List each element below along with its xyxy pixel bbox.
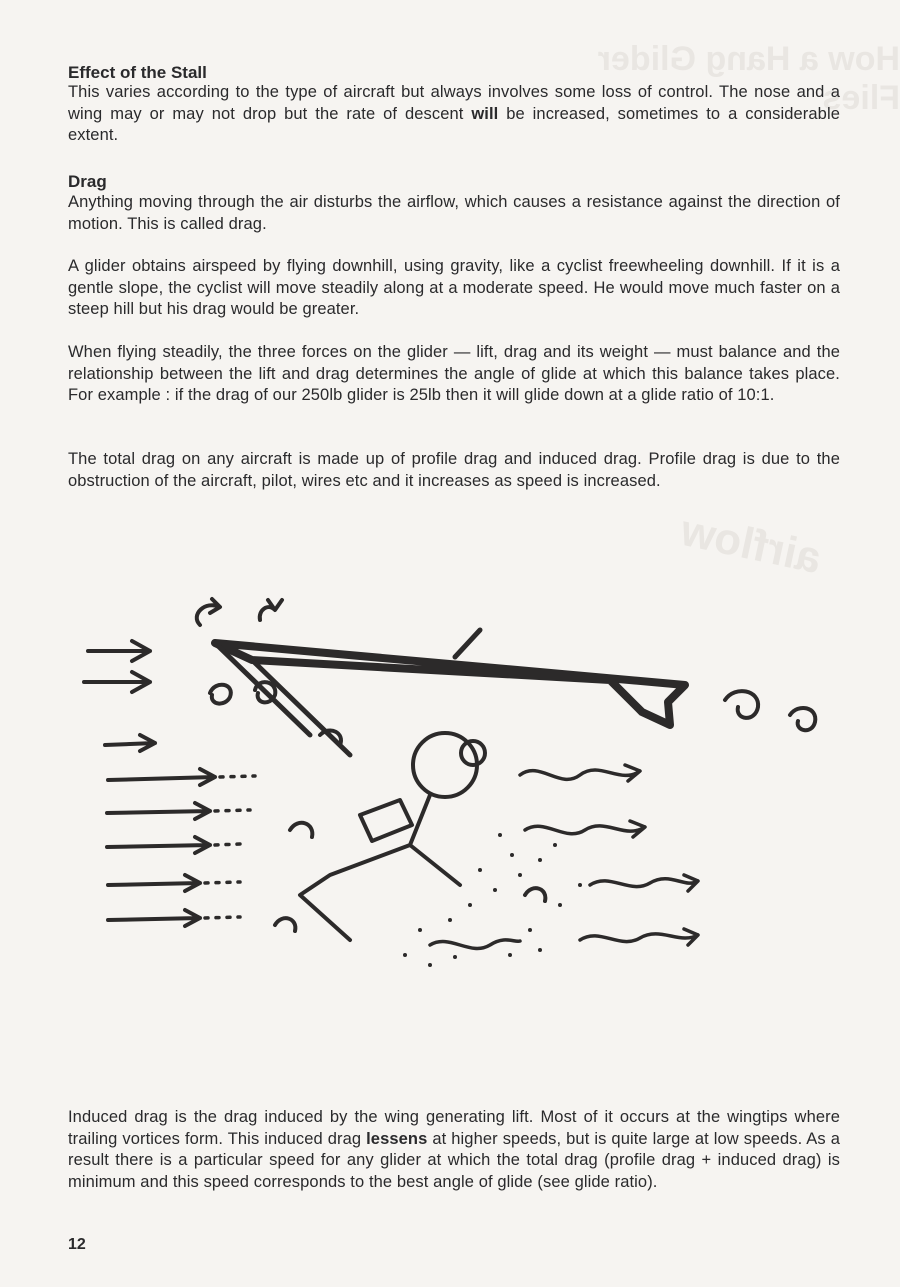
drag-paragraph-1: Anything moving through the air disturbs the airflow, which causes a resistance against the direction of motion. This is called drag. [68, 193, 840, 233]
show-through-title: How a Hang Glider Flies [597, 40, 900, 117]
induced-drag-paragraph [68, 1107, 840, 1193]
slowed-airflow-dots [205, 776, 255, 918]
induced-text-bold: lessens [366, 1129, 428, 1148]
induced-text-b: at higher speeds, but is quite large at low speeds. As a result there is a particular speed for any glider at which the total drag (profile drag + induced drag) is minimum and this speed corresponds to the best angle of glide (see glide ratio). [68, 1129, 840, 1191]
drag-paragraph-4: The total drag on any aircraft is made up of profile drag and induced drag. Profile drag is due to the obstruction of the aircraft, pilot, wires etc and it increases as speed is increased. [68, 450, 840, 490]
stall-paragraph [68, 82, 840, 147]
page-number: 12 [68, 1236, 86, 1253]
induced-text-a: Induced drag is the drag induced by the wing generating lift. Most of it occurs at the wingtips where trailing vortices form. This induced drag [68, 1108, 840, 1148]
pilot-figure [300, 733, 485, 940]
drag-paragraph-2: A glider obtains airspeed by flying downhill, using gravity, like a cyclist freewheeling downhill. If it is a gentle slope, the cyclist will move steadily along at a moderate speed. He would move much faster on a steep hill but his drag would be greater. [68, 257, 840, 318]
stall-text-a: This varies according to the type of aircraft but always involves some loss of control. The nose and a wing may or may not drop but the rate of descent [68, 83, 840, 123]
wake-wavy-arrows [430, 765, 698, 948]
oncoming-airflow-arrows [84, 641, 215, 926]
show-through-airflow: airflow [676, 505, 826, 584]
stall-heading: Effect of the Stall [68, 63, 207, 82]
stall-text-b: be increased, sometimes to a considerable extent. [68, 104, 840, 144]
stall-text-bold: will [471, 104, 499, 123]
drag-illustration [0, 585, 900, 985]
drag-paragraph-3: When flying steadily, the three forces on the glider — lift, drag and its weight — must balance and the relationship between the lift and drag determines the angle of glide at which this balance takes place. For example : if the drag of our 250lb glider is 25lb then it will glide down at a glide ratio of 10:1. [68, 343, 840, 404]
drag-heading: Drag [68, 172, 107, 191]
turbulence-speckles [403, 833, 582, 967]
